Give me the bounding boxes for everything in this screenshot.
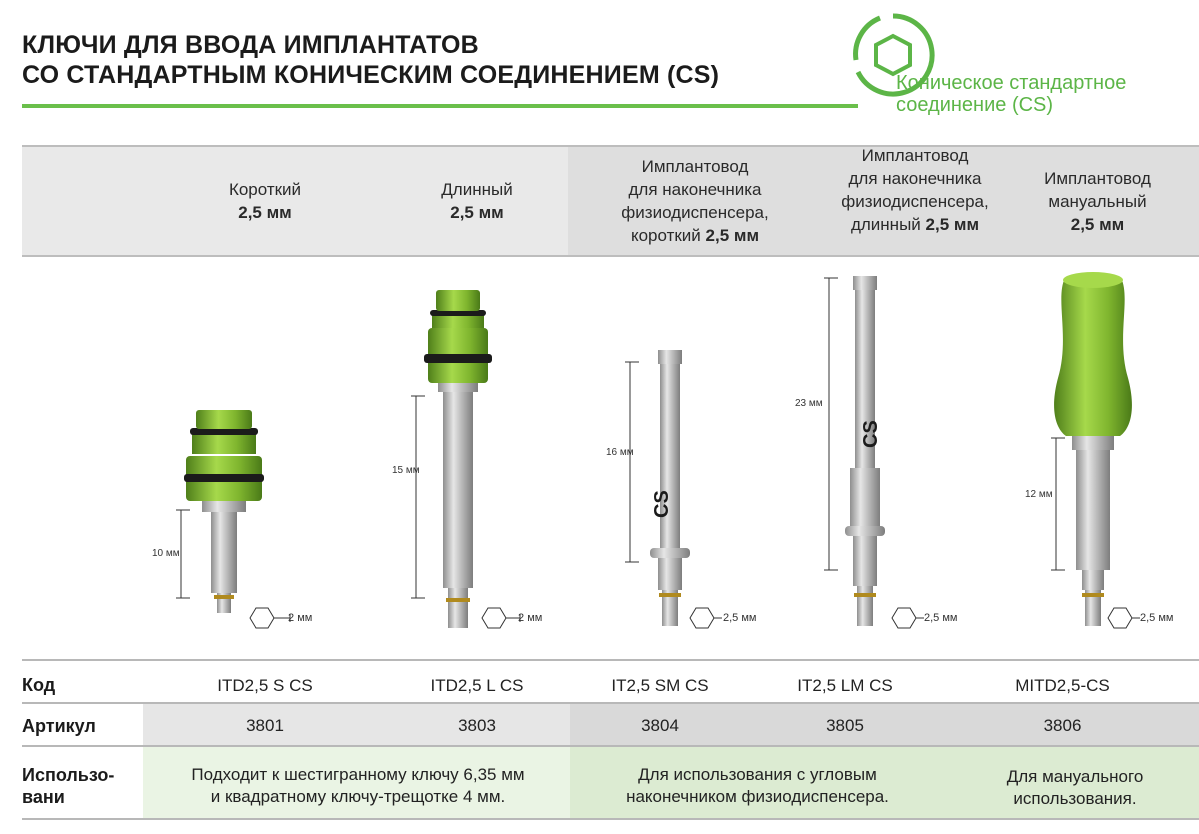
- column-header-manual: [1005, 145, 1190, 257]
- column-name: физиодиспенсера,: [841, 192, 989, 211]
- column-name: Имплантовод: [641, 157, 749, 176]
- article-cell: 3806: [1043, 716, 1082, 735]
- title-line-1: КЛЮЧИ ДЛЯ ВВОДА ИМПЛАНТАТОВ: [22, 31, 479, 59]
- column-name: длинный: [850, 215, 921, 234]
- dimension-marker-long: [411, 396, 425, 598]
- article-cell: 3801: [246, 716, 284, 735]
- dimension-label: 15 мм: [392, 465, 420, 476]
- tool-long: [424, 290, 492, 628]
- dimension-marker-manual: [1051, 438, 1065, 570]
- column-name: для наконечника: [848, 169, 982, 188]
- column-header-handpiece-short: [585, 145, 805, 257]
- tool-short: [184, 410, 264, 613]
- tool-manual: [1054, 272, 1132, 626]
- hex-icon: [690, 608, 714, 628]
- hex-size-label: 2,5 мм: [1140, 612, 1174, 624]
- logo-line-1: Коническое стандартное: [896, 72, 1127, 94]
- code-cell: ITD2,5 L CS: [430, 676, 524, 695]
- code-cell: IT2,5 SM CS: [611, 676, 709, 695]
- usage-text-handpiece: [585, 764, 930, 808]
- page-title: [22, 30, 719, 90]
- column-size: 2,5 мм: [238, 203, 292, 222]
- code-cell: MITD2,5-CS: [1015, 676, 1110, 695]
- article-cell: 3805: [826, 716, 864, 735]
- hex-icon: [892, 608, 916, 628]
- tool-handpiece-short: [650, 350, 690, 626]
- column-name: Имплантовод: [861, 146, 969, 165]
- usage-line: и квадратному ключу-трещотке 4 мм.: [210, 787, 506, 806]
- column-header-handpiece-long: [805, 134, 1025, 246]
- hex-icons: [250, 608, 1140, 628]
- logo-line-2: соединение (CS): [896, 94, 1054, 116]
- tool-marking-label: CS: [860, 420, 882, 448]
- column-size: 2,5 мм: [1070, 214, 1125, 234]
- usage-line: использования.: [1013, 789, 1137, 808]
- column-headers: [0, 145, 1199, 257]
- dimension-label: 12 мм: [1025, 489, 1053, 500]
- hex-icon: [482, 608, 506, 628]
- tools-illustration: [0, 258, 1199, 658]
- tool-marking-label: CS: [651, 490, 673, 518]
- article-cell: 3803: [458, 716, 496, 735]
- column-size: 2,5 мм: [925, 215, 980, 234]
- hex-icon: [1108, 608, 1132, 628]
- column-name: физиодиспенсера,: [621, 203, 769, 222]
- dimension-label: 23 мм: [795, 398, 823, 409]
- hex-size-label: 2 мм: [288, 612, 313, 624]
- column-header-long: [372, 145, 582, 257]
- dimension-label: 10 мм: [152, 548, 180, 559]
- dimension-marker-handpiece-short: [625, 362, 639, 562]
- title-underline: [22, 104, 858, 108]
- code-cell: ITD2,5 S CS: [217, 676, 313, 695]
- column-name: Имплантовод: [1044, 168, 1151, 188]
- usage-text-manual: [985, 766, 1165, 810]
- divider: [22, 818, 1199, 820]
- column-header-short: [160, 145, 370, 257]
- dimension-label: 16 мм: [606, 447, 634, 458]
- article-row-label: Артикул: [22, 716, 96, 736]
- usage-text-standard: [150, 764, 566, 808]
- code-cell: IT2,5 LM CS: [797, 676, 893, 695]
- usage-line: Подходит к шестигранному ключу 6,35 мм: [191, 765, 525, 784]
- column-size: 2,5 мм: [450, 203, 504, 222]
- article-cell: 3804: [641, 716, 679, 735]
- column-name: Длинный: [441, 180, 513, 199]
- dimension-marker-handpiece-long: [824, 278, 838, 570]
- hex-size-label: 2,5 мм: [723, 612, 757, 624]
- hex-icon: [250, 608, 274, 628]
- title-line-2: СО СТАНДАРТНЫМ КОНИЧЕСКИМ СОЕДИНЕНИЕМ (CS): [22, 61, 720, 89]
- column-name: короткий: [630, 226, 701, 245]
- column-name: Короткий: [228, 180, 302, 199]
- usage-label-line: вани: [22, 787, 65, 807]
- divider: [22, 659, 1199, 661]
- code-row-label: Код: [22, 675, 56, 695]
- usage-row-label: [22, 764, 114, 808]
- usage-line: Для использования с угловым: [638, 765, 877, 784]
- hex-size-label: 2,5 мм: [924, 612, 958, 624]
- usage-line: Для мануального: [1006, 767, 1144, 786]
- logo-text: [896, 72, 1126, 116]
- usage-label-line: Использо-: [22, 765, 115, 785]
- column-name: мануальный: [1048, 191, 1147, 211]
- usage-line: наконечником физиодиспенсера.: [626, 787, 889, 806]
- column-name: для наконечника: [628, 180, 762, 199]
- column-size: 2,5 мм: [705, 226, 760, 245]
- hex-size-label: 2 мм: [518, 612, 543, 624]
- tool-handpiece-long: [845, 276, 885, 626]
